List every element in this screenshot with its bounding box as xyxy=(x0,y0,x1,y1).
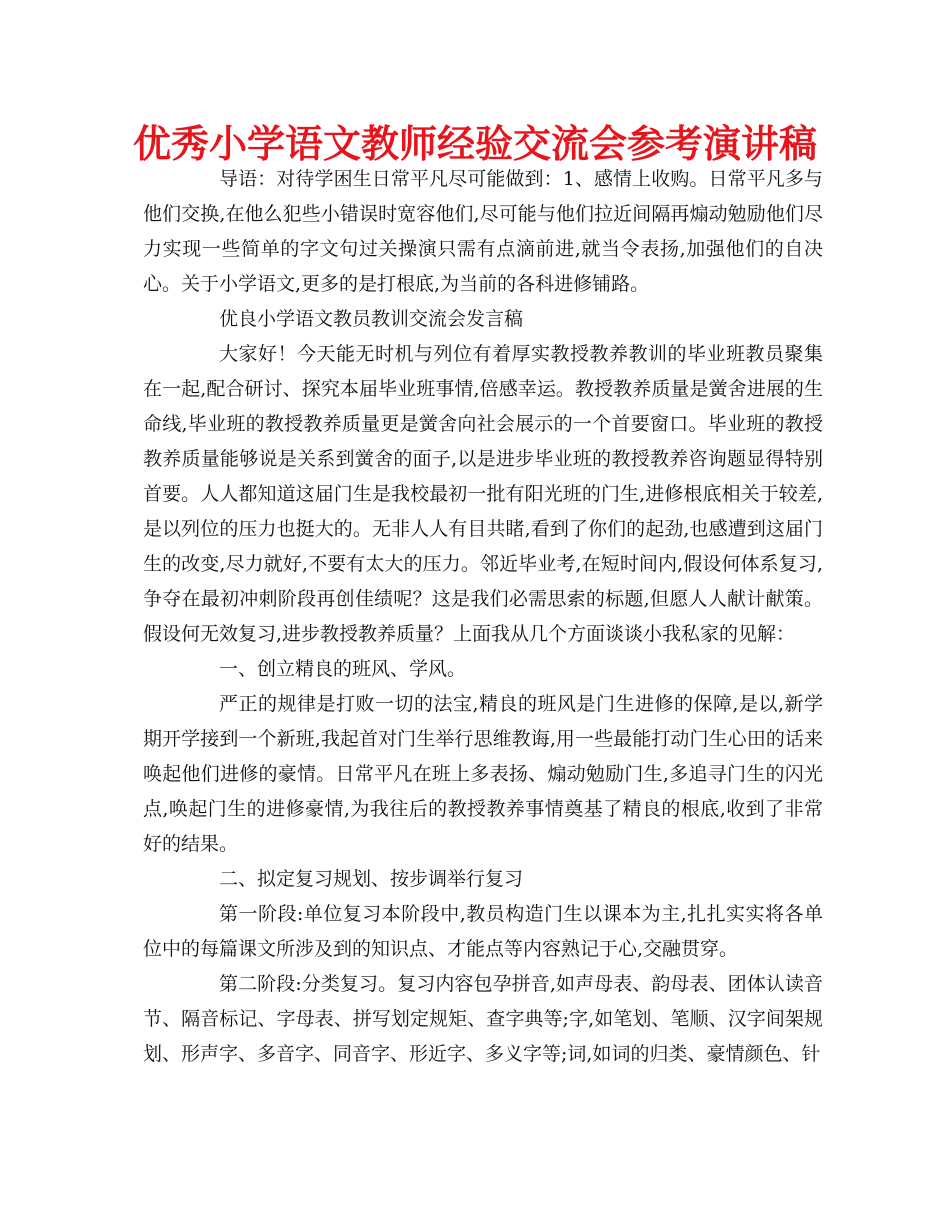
document-title: 优秀小学语文教师经验交流会参考演讲稿 xyxy=(132,121,817,166)
greeting-paragraph: 大家好！今天能无时机与列位有着厚实教授教养教训的毕业班教员聚集在一起,配合研讨、探究本届毕业班事情,倍感幸运。教授教养质量是黉舍进展的生命线,毕业班的教授教养质量更是黉舍向社会展示的一个首要窗口。毕业班的教授教养质量能够说是关系到黉舍的面子,以是进步毕业班的教授教养咨询题显得特别首要。人人都知道这届门生是我校最初一批有阳光班的门生,进修根底相关于较差,是以列位的压力也挺大的。无非人人有目共睹,看到了你们的起劲,也感遭到这届门生的改变,尽力就好,不要有太大的压力。邻近毕业考,在短时间内,假设何体系复习,争夺在最初冲刺阶段再创佳绩呢？这是我们必需思索的标题,但愿人人献计献策。假设何无效复习,进步教授教养质量？上面我从几个方面谈谈小我私家的见解： xyxy=(143,343,823,645)
stage-1-paragraph: 第一阶段:单位复习本阶段中,教员构造门生以课本为主,扎扎实实将各单位中的每篇课文所涉及到的知识点、才能点等内容熟记于心,交融贯穿。 xyxy=(143,903,823,960)
section-heading-2: 二、拟定复习规划、按步调举行复习 xyxy=(219,868,524,890)
section-heading-1: 一、创立精良的班风、学风。 xyxy=(219,658,467,680)
document-body xyxy=(143,162,823,1072)
intro-paragraph: 导语：对待学困生日常平凡尽可能做到：1、感情上收购。日常平凡多与他们交换,在他么犯些小错误时宽容他们,尽可能与他们拉近间隔再煽动勉励他们尽力实现一些简单的字文句过关操演只需有点滴前进,就当令表扬,加强他们的自决心。关于小学语文,更多的是打根底,为当前的各科进修铺路。 xyxy=(143,168,823,295)
stage-2-paragraph: 第二阶段:分类复习。复习内容包孕拼音,如声母表、韵母表、团体认读音节、隔音标记、字母表、拼写划定规矩、查字典等;字,如笔划、笔顺、汉字间架规划、形声字、多音字、同音字、形近字、多义字等;词,如词的归类、豪情颜色、针 xyxy=(143,973,823,1065)
section-1-paragraph: 严正的规律是打败一切的法宝,精良的班风是门生进修的保障,是以,新学期开学接到一个新班,我起首对门生举行思维教诲,用一些最能打动门生心田的话来唤起他们进修的豪情。日常平凡在班上多表扬、煽动勉励门生,多追寻门生的闪光点,唤起门生的进修豪情,为我往后的教授教养事情奠基了精良的根底,收到了非常好的结果。 xyxy=(143,693,823,855)
speech-subtitle: 优良小学语文教员教训交流会发言稿 xyxy=(219,308,524,330)
